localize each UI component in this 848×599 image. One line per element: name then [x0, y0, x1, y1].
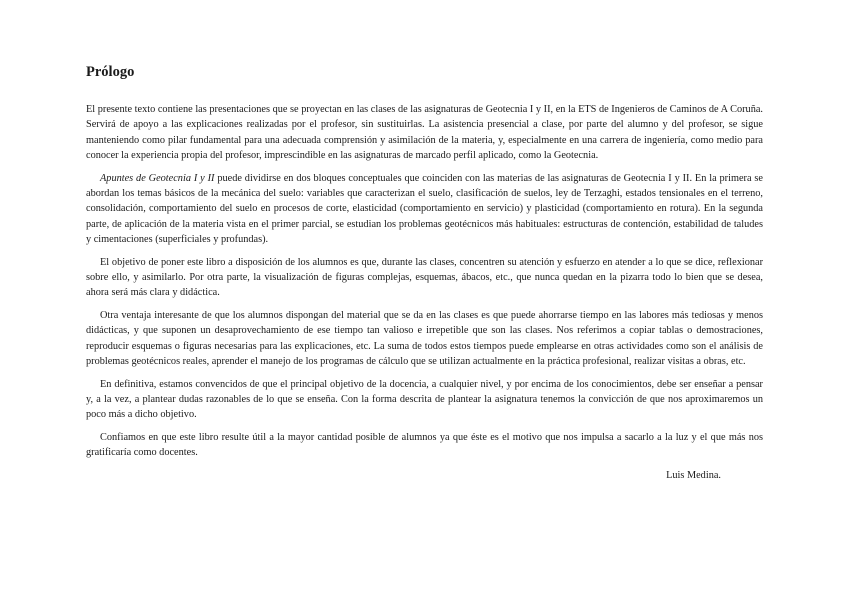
paragraph-intro: El presente texto contiene las presentaciones que se proyectan en las clases de las asignaturas de Geotecnia I y II, en la ETS de Ingenieros de Caminos de A Coruña. Servirá de apoyo a las explicaciones realizadas por el profesor, sin sustituirlas. La asistencia presencial a clase, por parte del alumno y del profesor, se sigue manteniendo como pilar fundamental para una adecuada comprensión y asimilación de la materia, y, especialmente en una carrera de ingeniería, como medio para conocer la experiencia propia del profesor, imprescindible en las asignaturas de marcado perfil aplicado, como la Geotecnia.	[86, 104, 763, 161]
book-title-italic: Apuntes de Geotecnia I y II	[100, 172, 215, 184]
author-signature: Luis Medina.	[666, 470, 721, 482]
paragraph-conclusion: En definitiva, estamos convencidos de que el principal objetivo de la docencia, a cualquier nivel, y por encima de los conocimientos, debe ser enseñar a pensar y, a la vez, a plantear dudas razonables de lo que se enseña. Con la forma descrita de plantear la asignatura tenemos la convicción de que nos aproximaremos un poco más a dicho objetivo.	[86, 378, 763, 421]
paragraph-advantage: Otra ventaja interesante de que los alumnos dispongan del material que se da en las clases es que puede ahorrarse tiempo en las labores más tediosas y menos didácticas, y que suponen un desaprovechamiento de ese tiempo tan valioso e irrepetible que son las clases. Nos referimos a copiar tablas o demostraciones, reproducir esquemas o figuras necesarias para las explicaciones, etc. La suma de todos estos tiempos puede emplearse en otras actividades como son el análisis de problemas geotécnicos reales, aprender el manejo de los programas de cálculo que se utilizan actualmente en la práctica profesional, realizar visitas a obras, etc.	[86, 310, 763, 367]
paragraph-closing: Confiamos en que este libro resulte útil a la mayor cantidad posible de alumnos ya que éste es el motivo que nos impulsa a sacarlo a la luz y el que más nos gratificaría como docentes.	[86, 432, 763, 459]
page-title: Prólogo	[86, 64, 135, 80]
document-page	[86, 63, 763, 483]
paragraph-blocks-text: puede dividirse en dos bloques conceptuales que coinciden con las materias de las asignaturas de Geotecnia I y II. En la primera se abordan los temas básicos de la mecánica del suelo: variables que caracterizan el suelo, clasificación de suelos, ley de Terzaghi, estados tensionales en el terreno, consolidación, comportamiento del suelo en procesos de corte, elasticidad (comportamiento en servicio) y plasticidad (comportamiento en rotura). En la segunda parte, de aplicación de la materia vista en el primer parcial, se estudian los problemas geotécnicos más habituales: estructuras de contención, estabilidad de taludes y cimentaciones (superficiales y profundas).	[86, 172, 764, 245]
paragraph-blocks	[86, 171, 763, 247]
paragraph-objective: El objetivo de poner este libro a disposición de los alumnos es que, durante las clases, concentren su atención y esfuerzo en atender a lo que se dice, reflexionar sobre ello, y asimilarlo. Por otra parte, la visualización de figuras complejas, esquemas, ábacos, etc., que nunca quedan en la pizarra todo lo bien que se desea, ahora será más clara y didáctica.	[86, 256, 763, 299]
